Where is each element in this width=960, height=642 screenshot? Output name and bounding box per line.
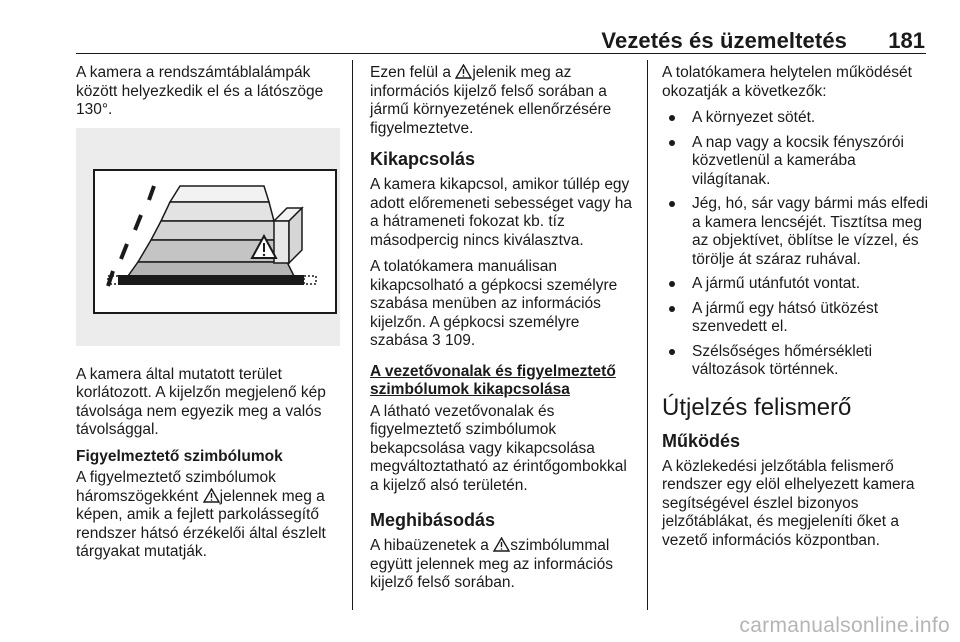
list-item: A jármű egy hátsó ütközést szenvedett el. <box>662 300 930 337</box>
watermark: carmanualsonline.info <box>739 614 950 637</box>
malfunction-list <box>662 109 930 380</box>
switch-off-heading: Kikapcsolás <box>370 149 476 169</box>
fault-text: A hibaüzenetek a szimbólummal együtt jelennek meg az információs kijelző felső sorában. <box>370 537 613 591</box>
warning-symbols-heading: Figyelmeztető szimbólumok <box>76 447 283 465</box>
switch-off-text-1: A kamera kikapcsol, amikor túllép egy adott előremeneti sebességet vagy ha a hátrameneti fokozat kb. tíz másodpercig nincs kiválasztva. <box>370 176 632 249</box>
camera-display-illustration <box>76 128 340 346</box>
list-item: Jég, hó, sár vagy bármi más elfedi a kamera lencséjét. Tisztítsa meg az objektívet, öblítse le vízzel, és törölje át száraz ruhával. <box>662 195 930 269</box>
list-item: A nap vagy a kocsik fényszórói közvetlenül a kamerába világítanak. <box>662 134 930 190</box>
section-title: Útjelzés felismerő <box>662 393 852 421</box>
column-2 <box>370 64 638 601</box>
warning-symbols-text: A figyelmeztető szimbólumok háromszögekként jelennek meg a képen, amik a fejlett parkolássegítő rendszer hátsó érzékelői által észlelt tárgyakat mutatják. <box>76 469 326 560</box>
camera-intro: A kamera a rendszámtáblalámpák között helyezkedik el és a látószöge 130°. <box>76 64 324 118</box>
column-divider-2 <box>647 60 648 610</box>
page-number: 181 <box>888 28 925 53</box>
sign-recognition-text: A közlekedési jelzőtábla felismerő rendszer egy elöl elhelyezett kamera segítségével észlel bizonyos jelzőtáblákat, és megjeleníti őket a vezető információs központban. <box>662 457 915 549</box>
page-reference-arrow-icon: 3 <box>432 332 441 349</box>
header-rule <box>76 53 926 54</box>
warning-triangle-icon <box>203 488 220 503</box>
page-header-title: Vezetés és üzemeltetés <box>601 28 847 53</box>
switch-off-text-2: A tolatókamera manuálisan kikapcsolható a gépkocsi személyre szabása menüben az információs kijelzőn. A gépkocsi személyre szabása 3 109. <box>370 258 618 349</box>
list-item: Szélsőséges hőmérsékleti változások történnek. <box>662 343 930 380</box>
column-1 <box>76 64 344 570</box>
fault-heading: Meghibásodás <box>370 510 496 530</box>
column-divider-1 <box>352 60 353 610</box>
info-display-warning-text: Ezen felül a jelenik meg az információs kijelző felső sorában a jármű környezetének ellenőrzésére figyelmeztetve. <box>370 64 612 137</box>
guidelines-off-text: A látható vezetővonalak és figyelmeztető szimbólumok bekapcsolása vagy kikapcsolása megváltoztatható az érintőgombokkal a kijelző alsó területén. <box>370 402 627 494</box>
warning-triangle-icon <box>455 64 472 79</box>
display-distance-note: A kamera által mutatott terület korlátozott. A kijelzőn megjelenő kép távolsága nem egyezik meg a valós távolsággal. <box>76 365 326 438</box>
function-heading: Működés <box>662 430 741 451</box>
guidelines-off-heading: A vezetővonalak és figyelmeztető szimbólumok kikapcsolása <box>370 362 616 398</box>
column-3 <box>662 64 930 558</box>
list-item: A környezet sötét. <box>662 109 930 128</box>
malfunction-intro: A tolatókamera helytelen működését okozatják a következők: <box>662 64 912 100</box>
warning-triangle-icon <box>493 537 510 552</box>
list-item: A jármű utánfutót vontat. <box>662 275 930 294</box>
